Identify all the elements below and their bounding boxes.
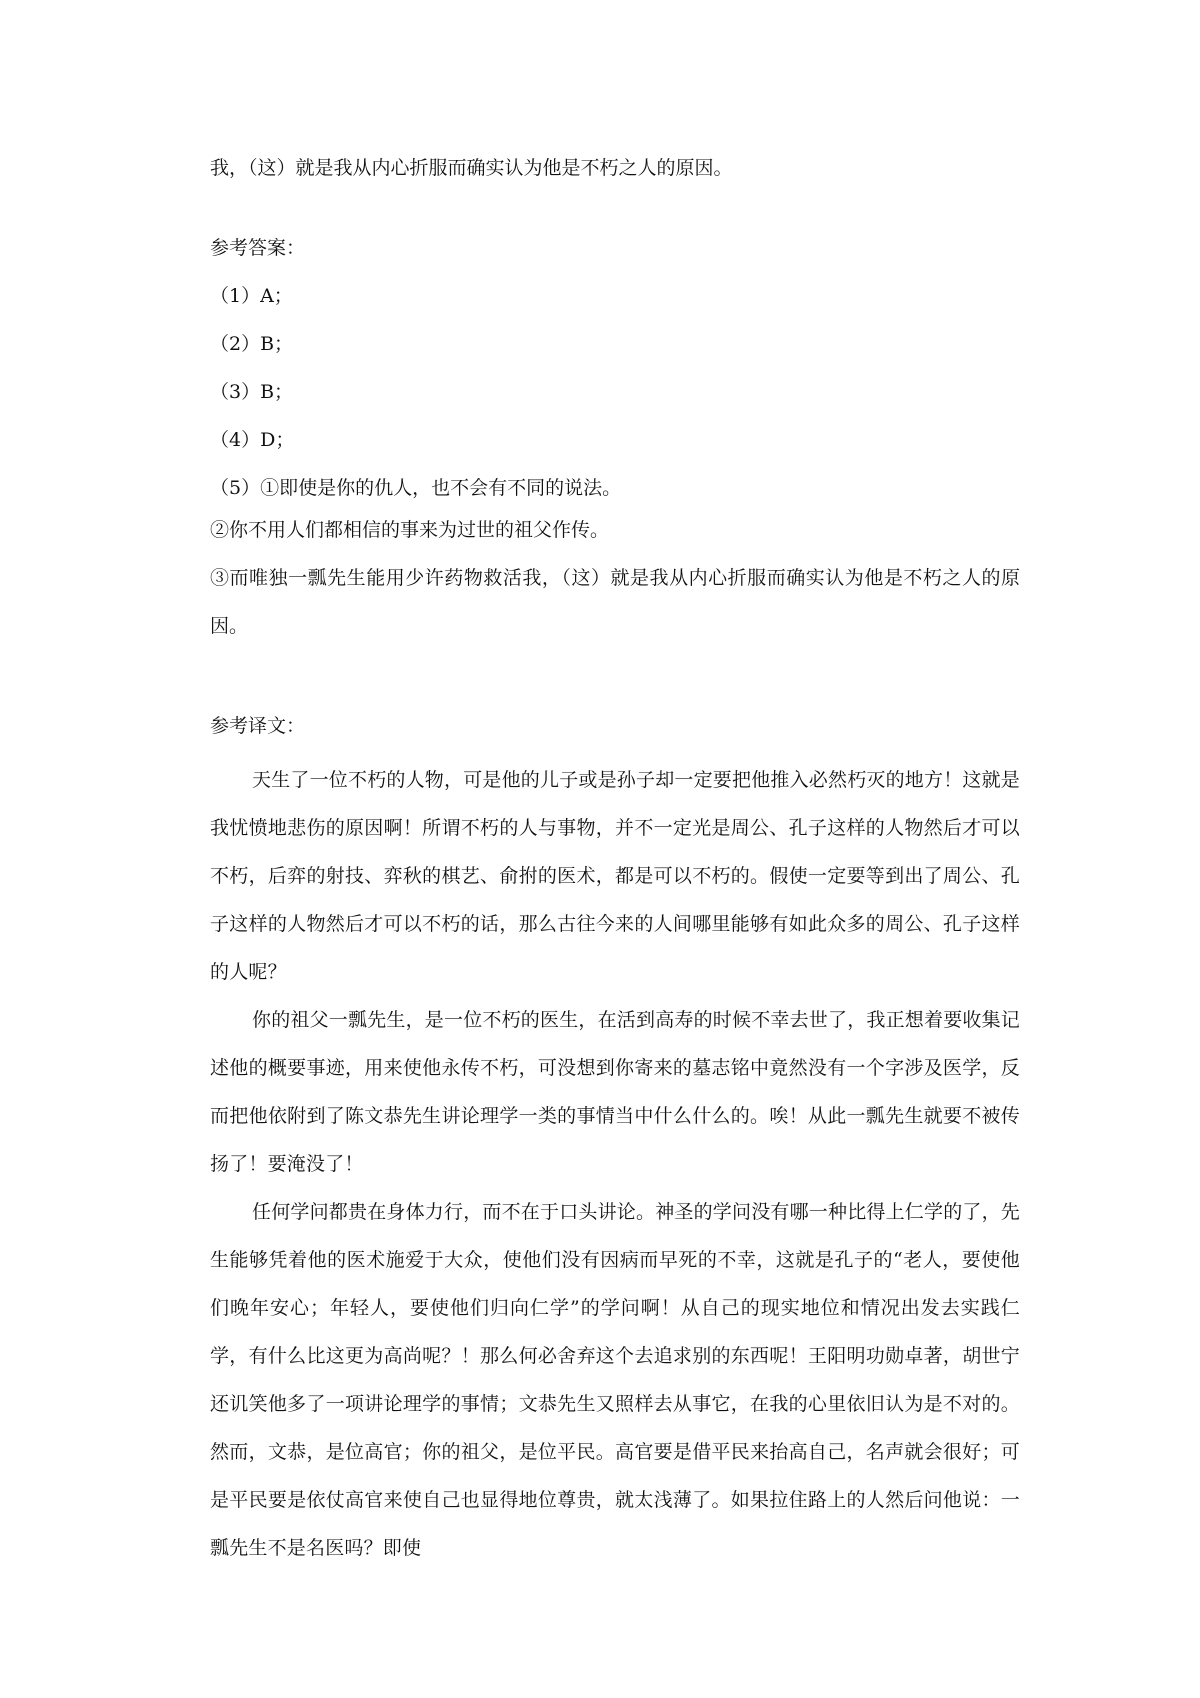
answer-item: （4）D；: [210, 429, 295, 451]
answer-item: （3）B；: [210, 381, 294, 403]
answer-item: ②你不用人们都相信的事来为过世的祖父作传。: [210, 519, 610, 541]
answer-item: （2）B；: [210, 333, 294, 355]
answers-heading: 参考答案：: [210, 237, 306, 259]
document-page: [210, 150, 1020, 1572]
translation-paragraph: 任何学问都贵在身体力行，而不在于口头讲论。神圣的学问没有哪一种比得上仁学的了，先生能够凭着他的医术施爱于大众，使他们没有因病而早死的不幸，这就是孔子的“老人，要使他们晚年安心；年轻人，要使他们归向仁学”的学问啊！从自己的现实地位和情况出发去实践仁学，有什么比这更为高尚呢？！那么何必舍弃这个去追求别的东西呢！王阳明功勋卓著，胡世宁还讥笑他多了一项讲论理学的事情；文恭先生又照样去从事它，在我的心里依旧认为是不对的。然而，文恭，是位高官；你的祖父，是位平民。高官要是借平民来抬高自己，名声就会很好；可是平民要是依仗高官来使自己也显得地位尊贵，就太浅薄了。如果拉住路上的人然后问他说：一瓢先生不是名医吗？即使: [210, 1201, 1021, 1559]
continuation-line: 我，（这）就是我从内心折服而确实认为他是不朽之人的原因。: [210, 157, 733, 179]
translation-paragraph: 天生了一位不朽的人物，可是他的儿子或是孙子却一定要把他推入必然朽灭的地方！这就是我忧愤地悲伤的原因啊！所谓不朽的人与事物，并不一定光是周公、孔子这样的人物然后才可以不朽，后弈的射技、弈秋的棋艺、俞拊的医术，都是可以不朽的。假使一定要等到出了周公、孔子这样的人物然后才可以不朽的话，那么古往今来的人间哪里能够有如此众多的周公、孔子这样的人呢？: [210, 769, 1021, 983]
translation-paragraph: 你的祖父一瓢先生，是一位不朽的医生，在活到高寿的时候不幸去世了，我正想着要收集记述他的概要事迹，用来使他永传不朽，可没想到你寄来的墓志铭中竟然没有一个字涉及医学，反而把他依附到了陈文恭先生讲论理学一类的事情当中什么什么的。唉！从此一瓢先生就要不被传扬了！要淹没了！: [210, 1009, 1021, 1175]
answer-item: ③而唯独一瓢先生能用少许药物救活我，（这）就是我从内心折服而确实认为他是不朽之人的原因。: [210, 567, 1020, 637]
spacer: [210, 650, 1020, 698]
translation-heading: 参考译文：: [210, 715, 306, 737]
answer-item: （1）A；: [210, 285, 293, 307]
answer-item: （5）①即使是你的仇人，也不会有不同的说法。: [210, 477, 622, 499]
